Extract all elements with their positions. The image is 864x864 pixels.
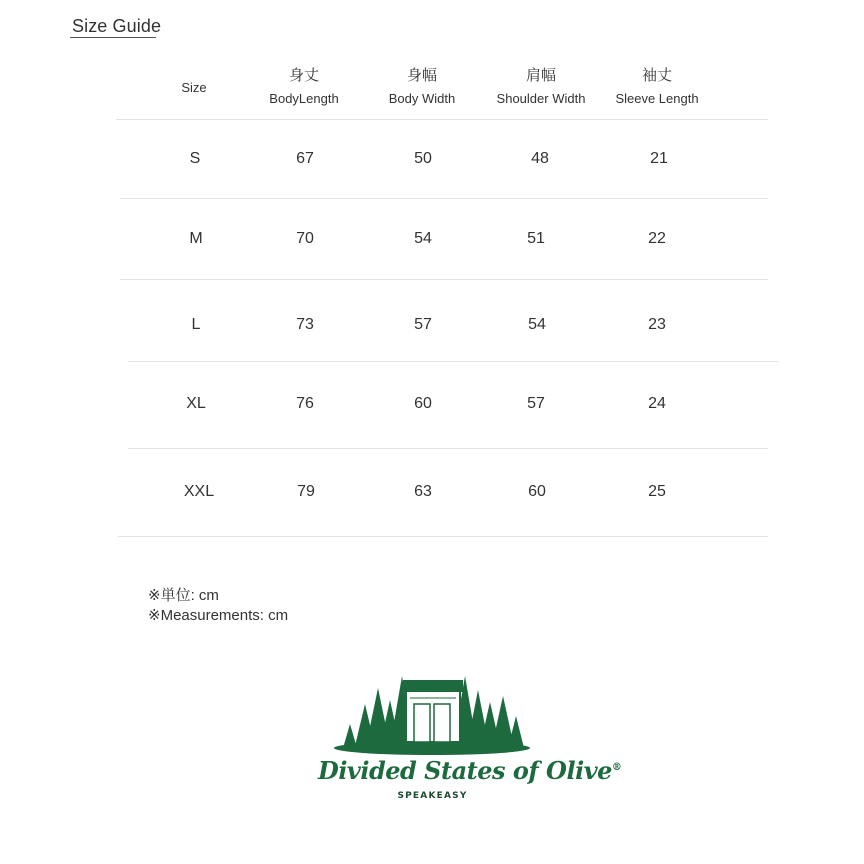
unit-note-en: ※Measurements: cm: [148, 607, 289, 624]
cell-body-width: 63: [414, 483, 432, 500]
cell-body-length: 76: [296, 395, 314, 412]
row-divider: [128, 448, 768, 449]
row-divider: [128, 361, 778, 362]
brand-name: Divided States of Olive®: [318, 756, 622, 785]
cell-size: M: [189, 230, 203, 247]
header-shoulder-width-jp: 肩幅: [525, 67, 557, 84]
forest-cabin-emblem: [310, 668, 555, 758]
cell-body-width: 60: [414, 395, 432, 412]
header-body-length-jp: 身丈: [288, 67, 319, 84]
brand-logo: [310, 668, 622, 808]
header-sleeve-length: [615, 67, 698, 108]
header-size: Size: [181, 80, 207, 95]
cell-shoulder-width: 48: [531, 150, 549, 167]
row-divider: [116, 119, 768, 120]
cell-shoulder-width: 54: [528, 316, 546, 333]
brand-subtitle: SPEAKEASY: [397, 791, 468, 801]
cell-size: L: [191, 316, 201, 333]
registered-mark: ®: [611, 762, 622, 773]
header-body-width: [389, 67, 455, 108]
cell-size: XL: [186, 395, 206, 412]
cell-sleeve-length: 22: [648, 230, 666, 247]
header-body-width-jp: 身幅: [406, 67, 438, 84]
header-shoulder-width: [497, 67, 586, 108]
header-sleeve-length-jp: 袖丈: [641, 67, 672, 84]
page-title: Size Guide: [72, 16, 162, 36]
cell-shoulder-width: 57: [527, 395, 545, 412]
cell-body-width: 54: [414, 230, 432, 247]
header-body-length-en: BodyLength: [269, 91, 339, 106]
header-sleeve-length-en: Sleeve Length: [615, 91, 699, 106]
header-shoulder-width-en: Shoulder Width: [496, 91, 586, 106]
cell-sleeve-length: 21: [650, 150, 668, 167]
cell-body-width: 50: [414, 150, 432, 167]
title-underline: [70, 37, 156, 38]
cell-body-length: 79: [297, 483, 315, 500]
cell-body-length: 67: [296, 150, 314, 167]
cell-sleeve-length: 24: [648, 395, 666, 412]
cell-body-width: 57: [414, 316, 432, 333]
row-divider: [120, 198, 768, 199]
cell-body-length: 70: [296, 230, 314, 247]
cell-size: S: [189, 150, 201, 167]
cell-sleeve-length: 23: [648, 316, 666, 333]
header-body-width-en: Body Width: [388, 91, 456, 106]
header-body-length: [269, 67, 338, 108]
cell-size: XXL: [183, 483, 215, 500]
unit-note-jp: ※単位: cm: [148, 587, 219, 604]
row-divider: [118, 536, 768, 537]
cell-shoulder-width: 60: [528, 483, 546, 500]
cell-sleeve-length: 25: [648, 483, 666, 500]
cell-shoulder-width: 51: [527, 230, 545, 247]
row-divider: [120, 279, 768, 280]
cell-body-length: 73: [296, 316, 314, 333]
